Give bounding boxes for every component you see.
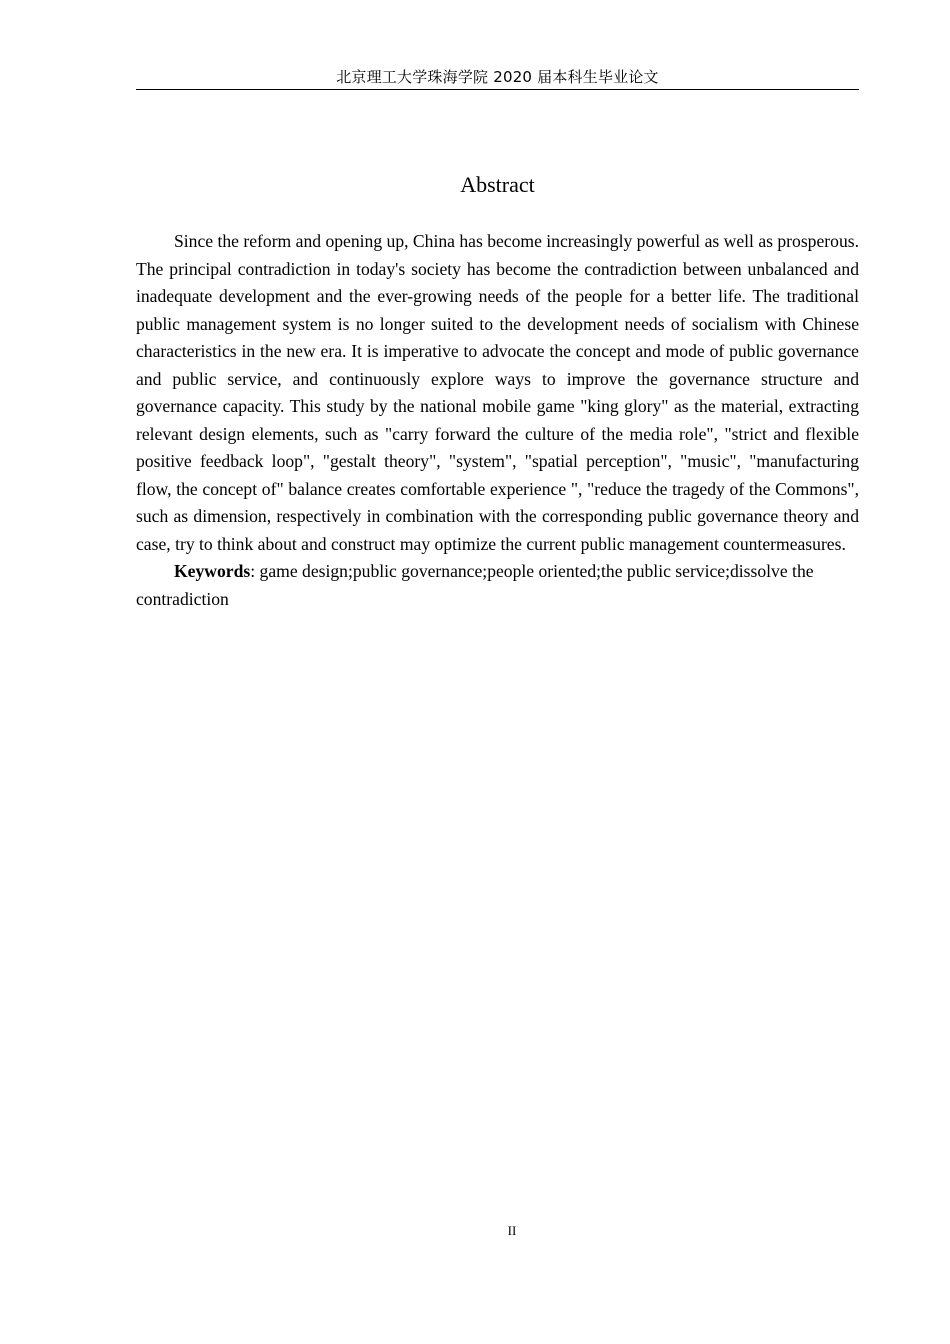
keywords-separator: : (250, 561, 260, 581)
page-number: II (507, 1223, 517, 1238)
keywords-text: game design;public governance;people oriented;the public service;dissolve the contradiction (136, 561, 814, 609)
keywords-paragraph (136, 558, 859, 613)
keywords-label: Keywords (174, 561, 251, 581)
running-header: 北京理工大学珠海学院 2020 届本科生毕业论文 (136, 66, 859, 90)
abstract-paragraph: Since the reform and opening up, China has become increasingly powerful as well as prosperous. The principal contradiction in today's society has become the contradiction between unbalanced and inadequate development and the ever-growing needs of the people for a better life. The traditional public management system is no longer suited to the development needs of socialism with Chinese characteristics in the new era. It is imperative to advocate the concept and mode of public governance and public service, and continuously explore ways to improve the governance structure and governance capacity. This study by the national mobile game "king glory" as the material, extracting relevant design elements, such as "carry forward the culture of the media role", "strict and flexible positive feedback loop", "gestalt theory", "system", "spatial perception", "music", "manufacturing flow, the concept of" balance creates comfortable experience ", "reduce the tragedy of the Commons", such as dimension, respectively in combination with the corresponding public governance theory and case, try to think about and construct may optimize the current public management countermeasures. (136, 231, 859, 554)
abstract-title: Abstract (460, 172, 535, 197)
abstract-body (136, 228, 859, 613)
